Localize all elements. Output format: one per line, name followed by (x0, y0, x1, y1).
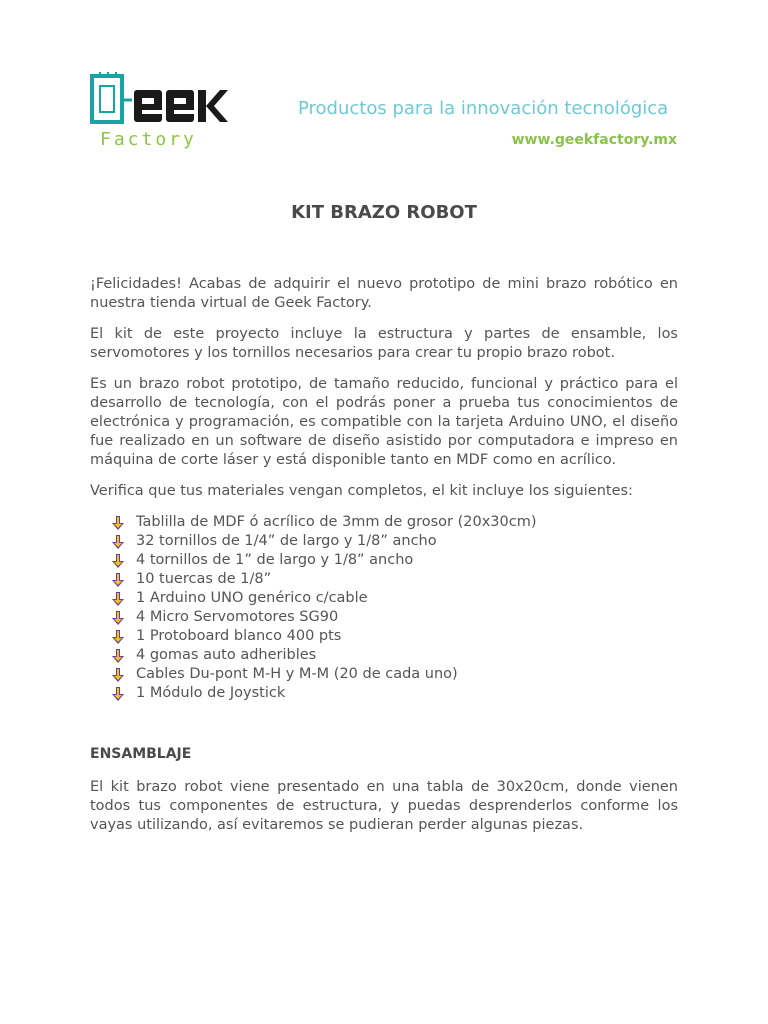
arrow-bullet-icon (112, 668, 126, 682)
list-item: 4 tornillos de 1” de largo y 1/8” ancho (112, 551, 678, 570)
arrow-bullet-icon (112, 630, 126, 644)
arrow-bullet-icon (112, 573, 126, 587)
arrow-bullet-icon (112, 611, 126, 625)
arrow-bullet-icon (112, 554, 126, 568)
paragraph-intro: ¡Felicidades! Acabas de adquirir el nuevo prototipo de mini brazo robótico en nuestra tienda virtual de Geek Factory. (90, 276, 678, 311)
list-item: 1 Arduino UNO genérico c/cable (112, 589, 678, 608)
section-title-ensamblaje: ENSAMBLAJE (90, 746, 192, 762)
website-link[interactable]: www.geekfactory.mx (511, 132, 677, 148)
tagline: Productos para la innovación tecnológica (298, 98, 669, 119)
paragraph-verify: Verifica que tus materiales vengan completos, el kit incluye los siguientes: (90, 483, 633, 499)
list-item: Tablilla de MDF ó acrílico de 3mm de grosor (20x30cm) (112, 513, 678, 532)
list-item: Cables Du-pont M-H y M-M (20 de cada uno) (112, 665, 678, 684)
geek-factory-logo (88, 72, 230, 150)
arrow-bullet-icon (112, 592, 126, 606)
list-item: 10 tuercas de 1/8” (112, 570, 678, 589)
paragraph-ensamblaje: El kit brazo robot viene presentado en una tabla de 30x20cm, donde vienen todos tus componentes de estructura, y puedas desprenderlos conforme los vayas utilizando, así evitaremos se pudieran perder algunas piezas. (90, 779, 678, 833)
materials-list (90, 513, 678, 703)
svg-text:Factory: Factory (100, 129, 197, 150)
logo-graphic (88, 72, 230, 150)
paragraph-description: Es un brazo robot prototipo, de tamaño reducido, funcional y práctico para el desarrollo de tecnología, con el podrás poner a prueba tus conocimientos de electrónica y programación, es compatible con la tarjeta Arduino UNO, el diseño fue realizado en un software de diseño asistido por computadora e impreso en máquina de corte láser y está disponible tanto en MDF como en acrílico. (90, 376, 678, 468)
arrow-bullet-icon (112, 687, 126, 701)
document-body (90, 275, 678, 847)
arrow-bullet-icon (112, 649, 126, 663)
paragraph-kit: El kit de este proyecto incluye la estructura y partes de ensamble, los servomotores y los tornillos necesarios para crear tu propio brazo robot. (90, 326, 678, 361)
document-title: KIT BRAZO ROBOT (291, 202, 477, 223)
list-item: 4 Micro Servomotores SG90 (112, 608, 678, 627)
arrow-bullet-icon (112, 535, 126, 549)
list-item: 32 tornillos de 1/4” de largo y 1/8” ancho (112, 532, 678, 551)
list-item: 1 Módulo de Joystick (112, 684, 678, 703)
arrow-bullet-icon (112, 516, 126, 530)
list-item: 1 Protoboard blanco 400 pts (112, 627, 678, 646)
list-item: 4 gomas auto adheribles (112, 646, 678, 665)
